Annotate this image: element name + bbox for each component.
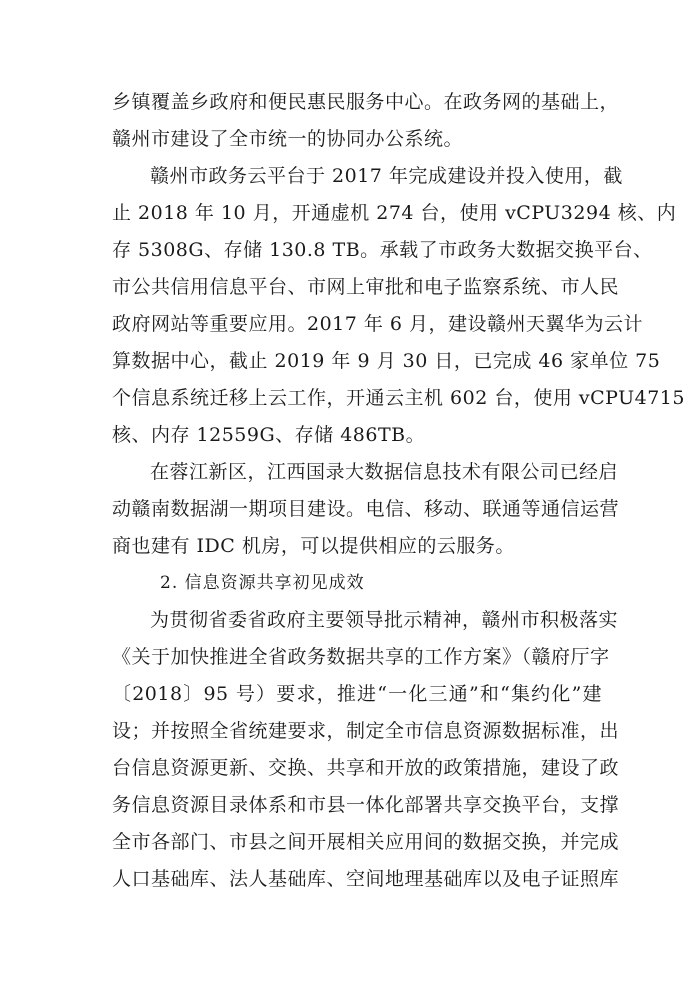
paragraph-first-line: 赣州市政务云平台于 2017 年完成建设并投入使用，截 [150,165,623,187]
body-text-line: 个信息系统迁移上云工作，开通云主机 602 台，使用 vCPU4715 [112,387,685,409]
body-text-line: 核、内存 12559G、存储 486TB。 [112,424,426,446]
paragraph-first-line: 为贯彻省委省政府主要领导批示精神，赣州市积极落实 [150,609,619,631]
section-heading: 2. 信息资源共享初见成效 [160,573,365,593]
body-text-line: 市公共信用信息平台、市网上审批和电子监察系统、市人民 [112,276,620,298]
body-text-line: 台信息资源更新、交换、共享和开放的政策措施，建设了政 [112,757,620,779]
body-text-line: 算数据中心，截止 2019 年 9 月 30 日，已完成 46 家单位 75 [112,350,661,372]
body-text-line: 乡镇覆盖乡政府和便民惠民服务中心。在政务网的基础上， [112,91,620,113]
body-text-line: 止 2018 年 10 月，开通虚机 274 台，使用 vCPU3294 核、内 [112,202,677,224]
body-text-line: 务信息资源目录体系和市县一体化部署共享交换平台，支撑 [112,794,620,816]
body-text-line: 《关于加快推进全省政务数据共享的工作方案》（赣府厅字 [112,646,610,668]
body-text-line: 全市各部门、市县之间开展相关应用间的数据交换，并完成 [112,831,620,853]
body-text-line: 动赣南数据湖一期项目建设。电信、移动、联通等通信运营 [112,498,620,520]
body-text-line: 赣州市建设了全市统一的协同办公系统。 [112,128,464,150]
body-text-line: 人口基础库、法人基础库、空间地理基础库以及电子证照库 [112,868,620,890]
body-text-line: 商也建有 IDC 机房，可以提供相应的云服务。 [112,535,515,557]
body-text-line: 存 5308G、存储 130.8 TB。承载了市政务大数据交换平台、 [112,239,653,261]
body-text-line: 政府网站等重要应用。2017 年 6 月，建设赣州天翼华为云计 [112,313,644,335]
paragraph-first-line: 在蓉江新区，江西国录大数据信息技术有限公司已经启 [150,461,619,483]
body-text-line: 设；并按照全省统建要求，制定全市信息资源数据标准，出 [112,720,620,742]
body-text-line: 〔2018〕95 号）要求，推进“一化三通”和“集约化”建 [112,683,602,705]
